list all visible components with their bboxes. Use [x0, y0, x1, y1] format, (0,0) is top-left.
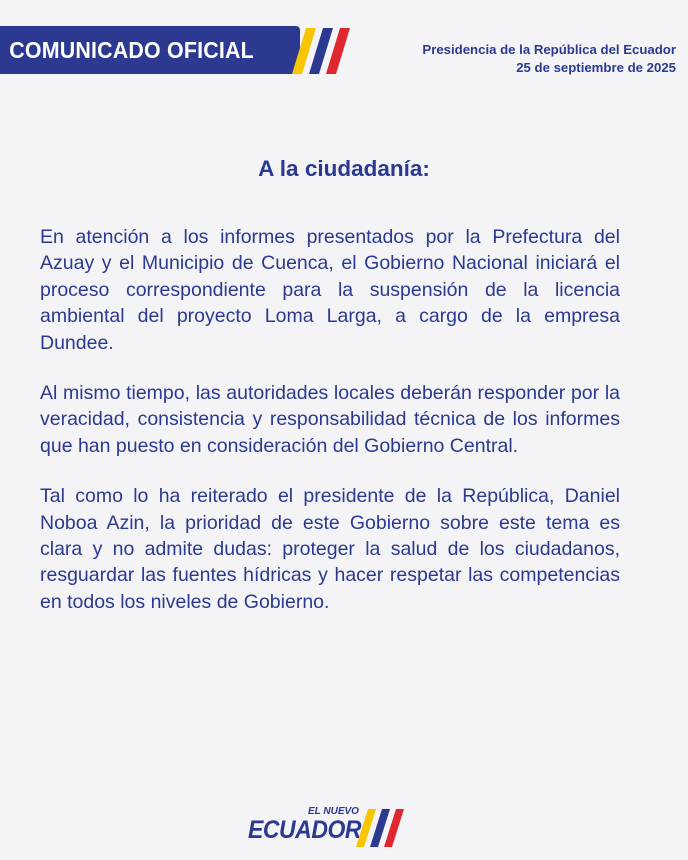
el-nuevo-ecuador-logo [248, 802, 418, 852]
issuer-name: Presidencia de la República del Ecuador [422, 42, 676, 57]
logo-flag-stripes-icon [356, 808, 412, 848]
greeting-heading: A la ciudadanía: [258, 156, 430, 181]
paragraph-3: Tal como lo ha reiterado el presidente de la República, Daniel Noboa Azin, la prioridad de este Gobierno sobre este tema es clara y no admite dudas: proteger la salud de los ciudadanos, resguardar las fuentes hídricas y hacer respetar las competencias en todos los niveles de Gobierno. [40, 485, 620, 613]
paragraph-1: En atención a los informes presentados por la Prefectura del Azuay y el Municipio de Cuenca, el Gobierno Nacional iniciará el proceso correspondiente para la suspensión de la licencia ambiental del proyecto Loma Larga, a cargo de la empresa Dundee. [40, 226, 620, 354]
banner-label: COMUNICADO OFICIAL [9, 36, 254, 63]
communique-body [40, 224, 620, 639]
official-communique-banner [0, 26, 300, 74]
logo-main-text: ECUADOR [248, 816, 362, 844]
flag-stripes-icon [292, 26, 362, 76]
issue-date: 25 de septiembre de 2025 [516, 60, 676, 75]
header-meta [422, 41, 676, 77]
logo-small-text: EL NUEVO [308, 806, 359, 817]
paragraph-2: Al mismo tiempo, las autoridades locales deberán responder por la veracidad, consistencia y responsabilidad técnica de los informes que han puesto en consideración del Gobierno Central. [40, 382, 620, 457]
